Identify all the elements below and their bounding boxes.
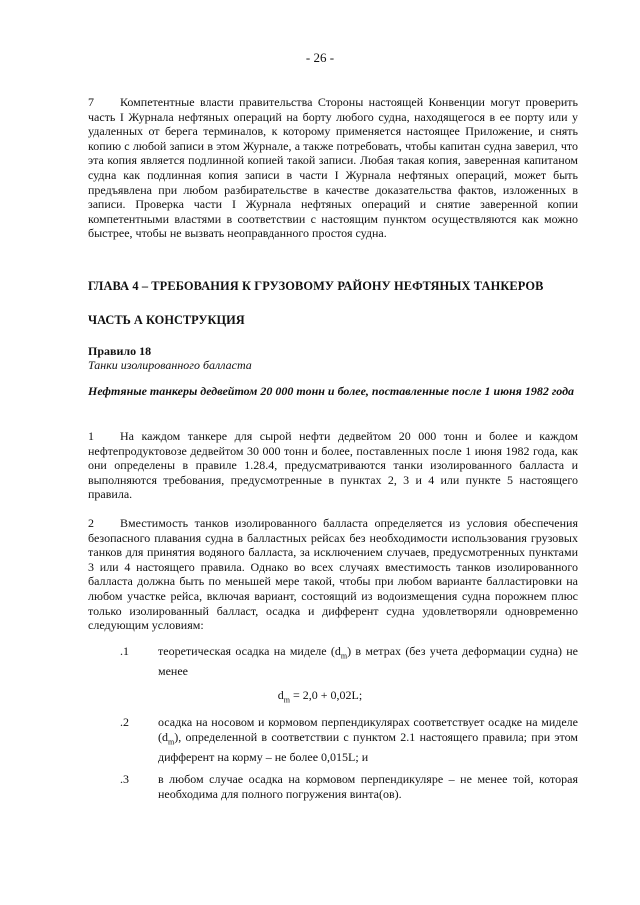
subitem-text-part: осадка на носовом и кормовом перпендикулярах соответствует осадке на миделе (d [158, 715, 578, 744]
paragraph-text: На каждом танкере для сырой нефти дедвейтом 20 000 тонн и более и каждом нефтепродуктовозе дедвейтом 30 000 тонн и более, поставленных после 1 июня 1982 года, как они определены в правиле 1.28.4, предусматриваются танки изолированного балласта и выполняются требования, предусмотренные в пунктах 2, 3 и 4 или пункте 5 настоящего правила. [88, 429, 578, 502]
part-title: КОНСТРУКЦИЯ [146, 313, 245, 327]
paragraph-2 [88, 516, 578, 633]
formula [0, 688, 640, 704]
subitem-index-1: .1 [120, 644, 129, 658]
subitem-text-1 [158, 644, 578, 679]
paragraph-7 [88, 95, 578, 241]
paragraph-text: Компетентные власти правительства Стороны настоящей Конвенции могут проверить часть I Журнала нефтяных операций на борту любого судна, находящегося в ее порту или у удаленных от берега терминалов, к которому применяется настоящее Приложение, и снять копию с любой записи в этом Журнале, а также потребовать, чтобы капитан судна заверил, что эта копия является подлинной копией такой записи. Любая такая копия, заверенная капитаном судна как подлинная копия записи в части I Журнала нефтяных операций, может быть предъявлена при любом разбирательстве в качестве доказательства фактов, изложенных в записи. Проверка части I Журнала нефтяных операций и снятие заверенной копии компетентными властями в соответствии с настоящим пунктом осуществляются как можно быстрее, чтобы не вызвать неоправданного простоя судна. [88, 95, 578, 241]
subscript: m [283, 695, 291, 705]
formula-symbol: d [277, 688, 284, 702]
chapter-heading: ГЛАВА 4 – ТРЕБОВАНИЯ К ГРУЗОВОМУ РАЙОНУ НЕФТЯНЫХ ТАНКЕРОВ [88, 279, 544, 293]
subitem-text-part: теоретическая осадка на миделе (d [158, 644, 341, 658]
subitem-text-part: ), определенной в соответствии с пунктом 2.1 настоящего правила; при этом дифферент на корму – не более 0,015L; и [158, 729, 578, 764]
rule-title: Правило 18 [88, 344, 152, 358]
subitem-text-part: ) в метрах (без учета деформации судна) не менее [158, 644, 578, 678]
part-heading [88, 313, 578, 328]
subitem-index-3: .3 [120, 772, 129, 786]
section-heading: Нефтяные танкеры дедвейтом 20 000 тонн и более, поставленные после 1 июня 1982 года [88, 384, 575, 398]
paragraph-number: 7 [88, 95, 94, 109]
paragraph-number: 1 [88, 429, 94, 443]
rule-subtitle: Танки изолированного балласта [88, 358, 252, 372]
page-number: - 26 - [305, 50, 335, 65]
subitem-text-2 [158, 715, 578, 764]
subscript: m [340, 651, 348, 661]
paragraph-number: 2 [88, 516, 94, 530]
paragraph-1 [88, 429, 578, 502]
part-label: ЧАСТЬ А [88, 313, 143, 327]
paragraph-text: Вместимость танков изолированного балласта определяется из условия обеспечения безопасного плавания судна в балластных рейсах без необходимости использования грузовых танков для принятия водяного балласта, за исключением случаев, предусмотренных пунктами 3 или 4 настоящего правила. Однако во всех случаях вместимость танков изолированного балласта должна быть по меньшей мере такой, чтобы при любом варианте балластировки на любом участке рейса, включая вариант, состоящий из водоизмещения судна порожнем плюс только изолированный балласт, осадка и дифферент судна удовлетворяли одновременно следующим условиям: [88, 516, 578, 633]
subitem-index-2: .2 [120, 715, 129, 729]
subscript: m [168, 736, 175, 746]
subitem-text-3: в любом случае осадка на кормовом перпендикуляре – не менее той, которая необходима для полного погружения винта(ов). [158, 772, 578, 801]
formula-expression: = 2,0 + 0,02L; [290, 688, 363, 702]
